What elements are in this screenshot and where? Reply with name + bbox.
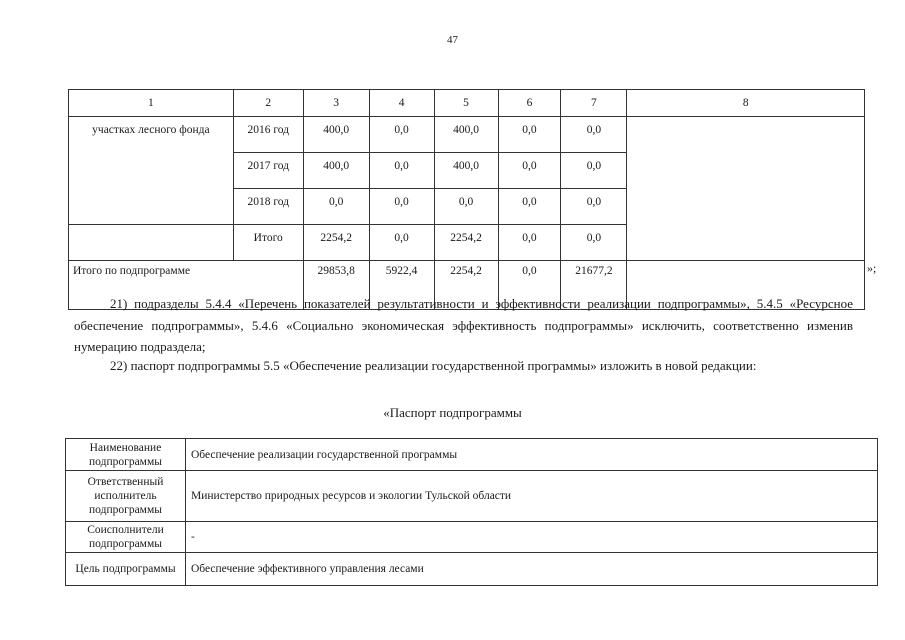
table-cell: 400,0 bbox=[434, 153, 498, 189]
funding-table bbox=[68, 89, 865, 310]
table-cell: 21677,2 bbox=[561, 261, 627, 310]
table-cell: 2254,2 bbox=[434, 261, 498, 310]
table-cell: 0,0 bbox=[498, 261, 561, 310]
column-header: 8 bbox=[627, 90, 865, 117]
year-cell: 2018 год bbox=[233, 189, 303, 225]
paragraph-22: 22) паспорт подпрограммы 5.5 «Обеспечение реализации государственной программы» изложить в новой редакции: bbox=[110, 358, 757, 373]
passport-table bbox=[65, 438, 878, 586]
table-cell: 0,0 bbox=[561, 153, 627, 189]
table-cell: 0,0 bbox=[561, 117, 627, 153]
itogo-label: Итого bbox=[233, 225, 303, 261]
table-cell: 0,0 bbox=[561, 225, 627, 261]
page-number: 47 bbox=[447, 34, 458, 46]
table-cell: 0,0 bbox=[369, 153, 434, 189]
table-cell: 2254,2 bbox=[434, 225, 498, 261]
table-cell: 0,0 bbox=[369, 189, 434, 225]
table-row bbox=[69, 117, 865, 153]
empty-cell bbox=[69, 225, 234, 261]
passport-value: Министерство природных ресурсов и экологии Тульской области bbox=[186, 471, 878, 522]
table-cell: 400,0 bbox=[434, 117, 498, 153]
passport-row bbox=[66, 471, 878, 522]
column-header: 5 bbox=[434, 90, 498, 117]
column-header: 1 bbox=[69, 90, 234, 117]
passport-row bbox=[66, 439, 878, 471]
passport-value: - bbox=[186, 522, 878, 553]
column-header: 3 bbox=[303, 90, 369, 117]
table-cell: 0,0 bbox=[561, 189, 627, 225]
table-cell: 400,0 bbox=[303, 153, 369, 189]
row-label: участках лесного фонда bbox=[69, 117, 234, 225]
paragraph-21: 21) подразделы 5.4.4 «Перечень показателей результативности и эффективности реализации подпрограммы», 5.4.5 «Ресурсное обеспечение подпрограммы», 5.4.6 «Социально экономическая эффективность подпрограммы» исключить, соответственно изменив нумерацию подраздела; bbox=[74, 296, 853, 354]
table-cell: 5922,4 bbox=[369, 261, 434, 310]
passport-label: Цель подпрограммы bbox=[66, 553, 186, 586]
table-cell: 0,0 bbox=[498, 117, 561, 153]
passport-row bbox=[66, 522, 878, 553]
empty-cell bbox=[627, 117, 865, 261]
column-header: 7 bbox=[561, 90, 627, 117]
passport-label: Соисполнители подпрограммы bbox=[66, 522, 186, 553]
table-cell: 0,0 bbox=[434, 189, 498, 225]
table-cell: 400,0 bbox=[303, 117, 369, 153]
table-cell: 0,0 bbox=[369, 225, 434, 261]
passport-value: Обеспечение реализации государственной программы bbox=[186, 439, 878, 471]
closing-quote: »; bbox=[867, 261, 877, 275]
table-cell: 0,0 bbox=[498, 225, 561, 261]
table-cell: 0,0 bbox=[498, 189, 561, 225]
passport-label: Ответственный исполнитель подпрограммы bbox=[66, 471, 186, 522]
passport-label: Наименование подпрограммы bbox=[66, 439, 186, 471]
table-header-row bbox=[69, 90, 865, 117]
column-header: 6 bbox=[498, 90, 561, 117]
column-header: 4 bbox=[369, 90, 434, 117]
table-cell: 0,0 bbox=[303, 189, 369, 225]
subprogram-total-label: Итого по подпрограмме bbox=[69, 261, 304, 310]
passport-row bbox=[66, 553, 878, 586]
year-cell: 2017 год bbox=[233, 153, 303, 189]
table-cell: 0,0 bbox=[369, 117, 434, 153]
year-cell: 2016 год bbox=[233, 117, 303, 153]
passport-heading: «Паспорт подпрограммы bbox=[383, 405, 522, 420]
passport-value: Обеспечение эффективного управления лесами bbox=[186, 553, 878, 586]
column-header: 2 bbox=[233, 90, 303, 117]
table-cell: 2254,2 bbox=[303, 225, 369, 261]
table-cell: 29853,8 bbox=[303, 261, 369, 310]
table-cell: 0,0 bbox=[498, 153, 561, 189]
